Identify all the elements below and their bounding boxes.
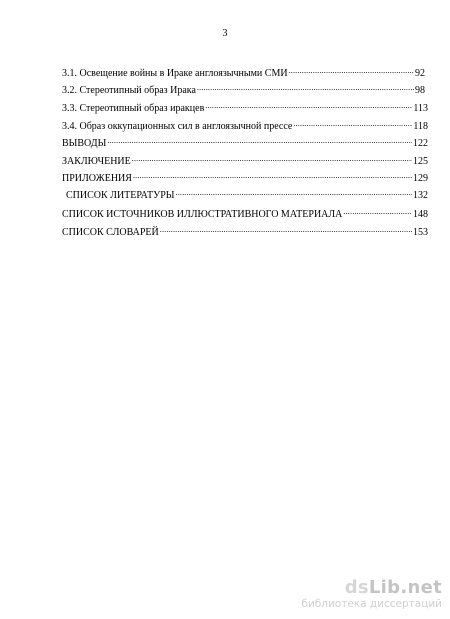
toc-entry-label: ЗАКЛЮЧЕНИЕ [62, 156, 131, 167]
dot-leader [289, 64, 414, 76]
toc-entry [62, 152, 428, 168]
watermark-subtitle: библиотека диссертаций [301, 598, 442, 610]
toc-entry [62, 169, 428, 185]
toc-entry-page: 92 [415, 68, 425, 79]
dot-leader [293, 117, 412, 129]
toc-entry-page: 113 [413, 103, 428, 114]
dot-leader [107, 134, 412, 146]
toc-entry-label: СПИСОК СЛОВАРЕЙ [62, 227, 159, 238]
dslib-logo [301, 578, 442, 598]
page-number: 3 [222, 28, 228, 39]
dot-leader [197, 81, 414, 93]
toc-entry-label: 3.3. Стереотипный образ иракцев [62, 103, 205, 114]
toc-entry-label: 3.2. Стереотипный образ Ирака [62, 85, 196, 96]
toc-entry-label: ВЫВОДЫ [62, 138, 107, 149]
toc-entry [62, 99, 428, 115]
toc-entry-label: 3.1. Освещение войны в Ираке англоязычными СМИ [62, 68, 288, 79]
toc-entry [62, 81, 425, 97]
toc-entry-label: СПИСОК ИСТОЧНИКОВ ИЛЛЮСТРАТИВНОГО МАТЕРИАЛА [62, 209, 343, 220]
toc-entry [62, 134, 428, 150]
toc-entry-page: 148 [413, 209, 428, 220]
dot-leader [160, 223, 412, 235]
toc-entry-page: 153 [413, 227, 428, 238]
dot-leader [343, 205, 412, 217]
toc-entry-page: 98 [415, 85, 425, 96]
toc-entry-label: СПИСОК ЛИТЕРАТУРЫ [66, 190, 175, 201]
watermark [301, 578, 442, 611]
toc-entry-page: 125 [413, 156, 428, 167]
dot-leader [205, 99, 412, 111]
dot-leader [132, 152, 412, 164]
dot-leader [176, 186, 413, 198]
toc-entry [62, 223, 428, 239]
logo-ds-text: ds [344, 577, 369, 598]
toc-entry [62, 205, 428, 221]
toc-entry-page: 118 [413, 121, 428, 132]
toc-entry [66, 186, 428, 202]
toc-entry-page: 132 [413, 190, 428, 201]
toc-entry-label: ПРИЛОЖЕНИЯ [62, 173, 132, 184]
toc-entry-label: 3.4. Образ оккупационных сил в англоязычной прессе [62, 121, 293, 132]
toc-entry [62, 64, 425, 80]
toc-entry-page: 122 [413, 138, 428, 149]
logo-lib-text: Lib.net [368, 577, 442, 598]
dot-leader [133, 169, 412, 181]
toc-entry [62, 117, 428, 133]
toc-entry-page: 129 [413, 173, 428, 184]
